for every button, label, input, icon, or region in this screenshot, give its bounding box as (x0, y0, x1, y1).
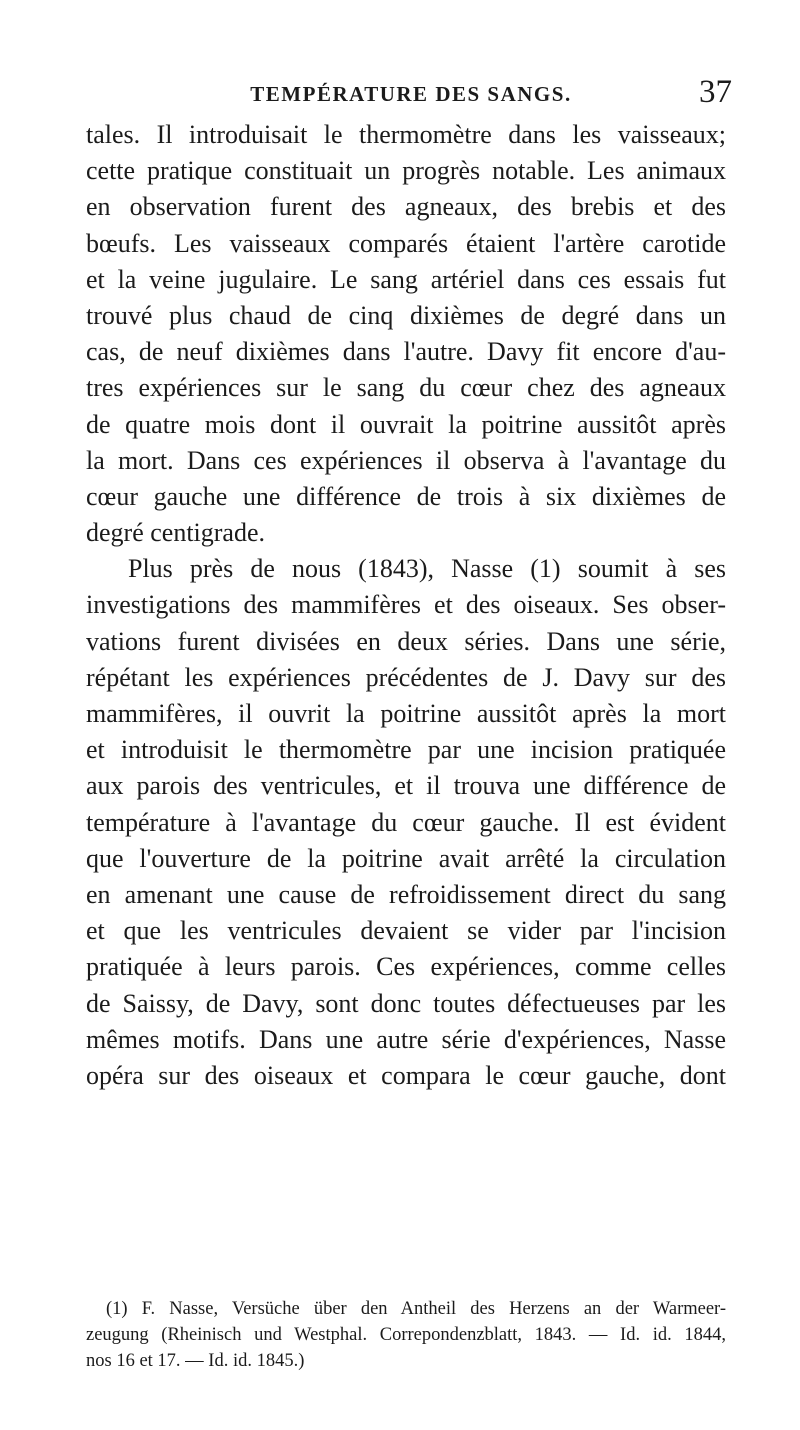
text-line: température à l'avantage du cœur gauche. Il est évident (86, 807, 726, 837)
text-line: que l'ouverture de la poitrine avait arrêté la circulation (86, 843, 726, 873)
text-line: de Saissy, de Davy, sont donc toutes défectueuses par les (86, 988, 726, 1018)
text-line: mammifères, il ouvrit la poitrine aussitôt après la mort (86, 699, 726, 728)
footnote-line: zeugung (Rheinisch und Westphal. Correpondenzblatt, 1843. — Id. id. 1844, (86, 1325, 726, 1345)
text-line: tres expériences sur le sang du cœur chez des agneaux (86, 373, 726, 403)
body-text (86, 117, 726, 1094)
text-line: investigations des mammifères et des oiseaux. Ses obser- (86, 590, 726, 620)
footnote-line: nos 16 et 17. — Id. id. 1845.) (86, 1351, 305, 1371)
text-line: cette pratique constituait un progrès notable. Les animaux (86, 156, 726, 186)
page-number: 37 (699, 74, 732, 110)
text-line: la mort. Dans ces expériences il observa à l'avantage du (86, 445, 726, 475)
text-line: tales. Il introduisait le thermomètre dans les vaisseaux; (86, 120, 726, 149)
footnote-line: (1) F. Nasse, Versüche über den Antheil des Herzens an der Warmeer- (106, 1299, 726, 1319)
text-line: vations furent divisées en deux séries. Dans une série, (86, 626, 726, 656)
text-line: bœufs. Les vaisseaux comparés étaient l'artère carotide (86, 228, 726, 258)
text-line: et que les ventricules devaient se vider par l'incision (86, 916, 726, 946)
footnote-block (86, 1296, 726, 1374)
text-line: et la veine jugulaire. Le sang artériel dans ces essais fut (86, 264, 726, 294)
text-line: répétant les expériences précédentes de J. Davy sur des (86, 662, 726, 692)
text-line: trouvé plus chaud de cinq dixièmes de degré dans un (86, 300, 726, 330)
text-line: opéra sur des oiseaux et compara le cœur gauche, dont (86, 1060, 726, 1090)
text-line: cas, de neuf dixièmes dans l'autre. Davy fit encore d'au- (86, 337, 726, 367)
text-line: aux parois des ventricules, et il trouva une différence de (86, 771, 726, 801)
text-line: pratiquée à leurs parois. Ces expériences, comme celles (86, 952, 726, 982)
text-line: degré centigrade. (86, 518, 266, 548)
text-line: en observation furent des agneaux, des brebis et des (86, 192, 726, 222)
page-header (90, 74, 732, 114)
running-head: TEMPÉRATURE DES SANGS. (250, 82, 572, 106)
paragraph-start-line: Plus près de nous (1843), Nasse (1) soumit à ses (128, 554, 726, 584)
text-line: mêmes motifs. Dans une autre série d'expériences, Nasse (86, 1024, 726, 1054)
text-line: et introduisit le thermomètre par une incision pratiquée (86, 735, 726, 765)
text-line: cœur gauche une différence de trois à six dixièmes de (86, 481, 726, 511)
text-line: de quatre mois dont il ouvrait la poitrine aussitôt après (86, 409, 726, 439)
text-line: en amenant une cause de refroidissement direct du sang (86, 879, 726, 909)
